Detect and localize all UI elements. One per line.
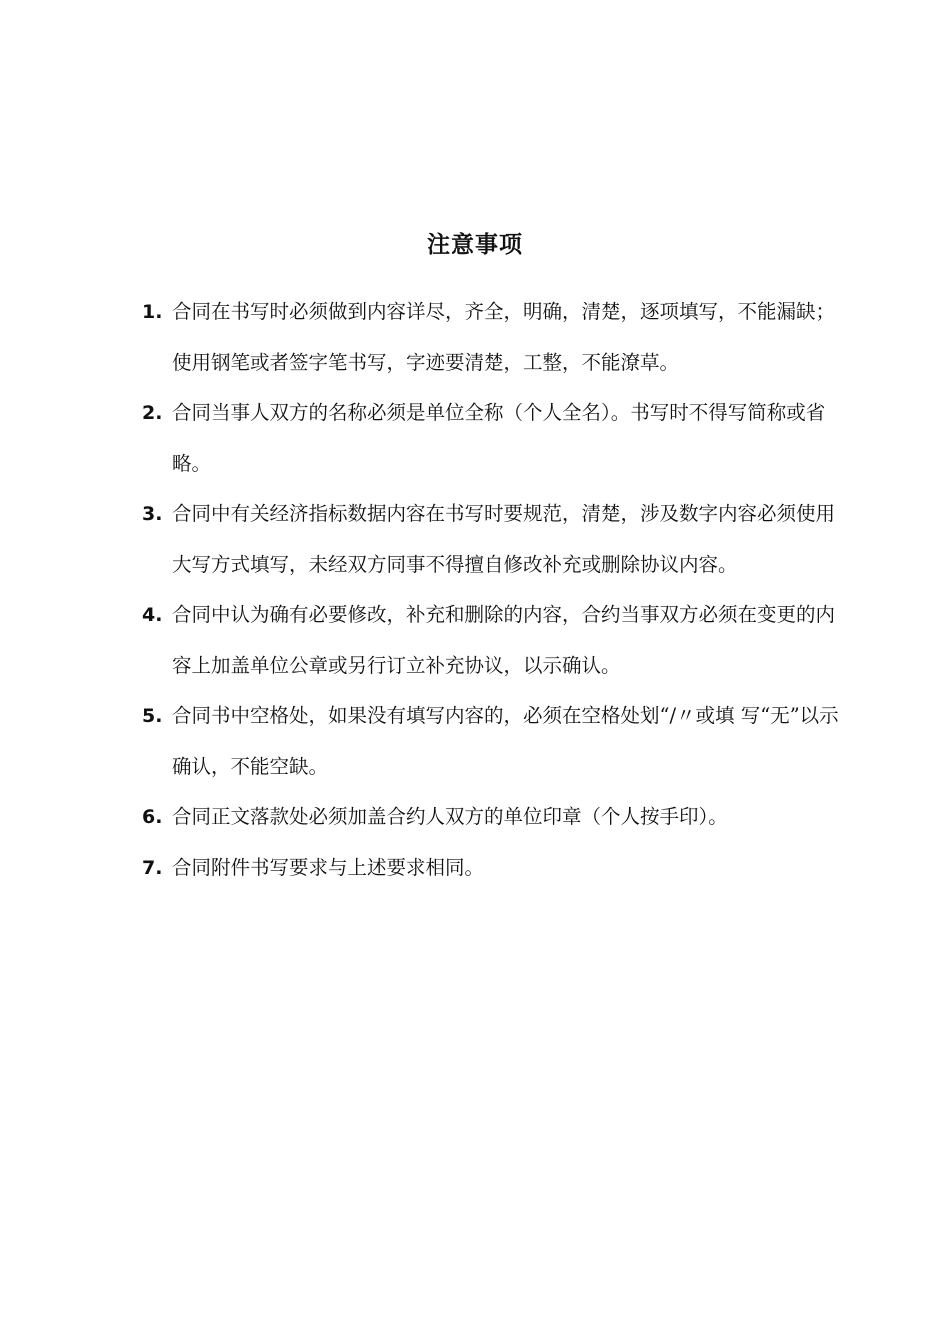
item-text: 合同中有关经济指标数据内容在书写时要规范，清楚，涉及数字内容必须使用大写方式填写，未经双方同事不得擅自修改补充或删除协议内容。 bbox=[172, 502, 836, 576]
list-item bbox=[142, 489, 842, 590]
list-item bbox=[142, 388, 842, 489]
item-number: 3. bbox=[142, 503, 163, 525]
item-number: 2. bbox=[142, 402, 163, 424]
list-item bbox=[142, 287, 842, 388]
item-number: 6. bbox=[142, 806, 163, 828]
item-text: 合同中认为确有必要修改，补充和删除的内容，合约当事双方必须在变更的内容上加盖单位公章或另行订立补充协议，以示确认。 bbox=[172, 603, 836, 677]
item-number: 1. bbox=[142, 301, 163, 323]
item-number: 4. bbox=[142, 604, 163, 626]
list-item bbox=[142, 691, 842, 792]
item-number: 7. bbox=[142, 856, 163, 879]
list-item bbox=[142, 590, 842, 691]
page-title: 注意事项 bbox=[427, 232, 523, 258]
list-item bbox=[142, 792, 842, 843]
notes-list bbox=[142, 287, 842, 893]
item-text: 合同附件书写要求与上述要求相同。 bbox=[172, 855, 485, 879]
item-text: 合同正文落款处必须加盖合约人双方的单位印章（个人按手印）。 bbox=[172, 805, 728, 828]
list-item bbox=[142, 843, 842, 894]
item-text: 合同在书写时必须做到内容详尽，齐全，明确，清楚，逐项填写，不能漏缺；使用钢笔或者签字笔书写，字迹要清楚，工整，不能潦草。 bbox=[172, 300, 836, 374]
item-text: 合同书中空格处，如果没有填写内容的，必须在空格处划“/〃或填 写“无”以示确认，不能空缺。 bbox=[172, 704, 839, 778]
item-text: 合同当事人双方的名称必须是单位全称（个人全名）。书写时不得写简称或省略。 bbox=[172, 401, 826, 475]
item-number: 5. bbox=[142, 705, 163, 727]
